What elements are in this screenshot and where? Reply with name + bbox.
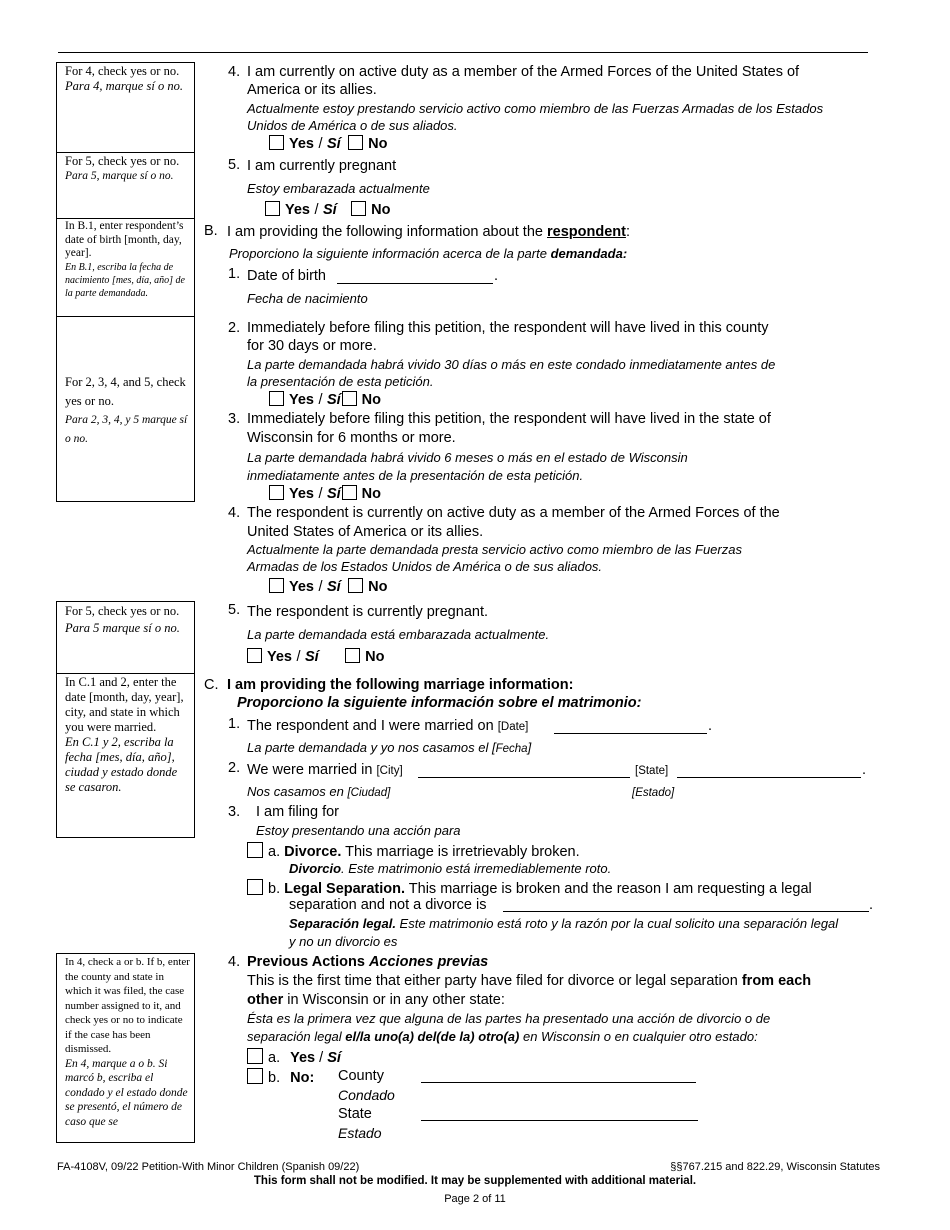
a4-text: America or its allies. <box>247 82 377 98</box>
section-c-heading-es: Proporciono la siguiente información sobre el matrimonio: <box>237 695 642 711</box>
a4-yes-no <box>269 135 387 153</box>
date-of-birth-field[interactable] <box>337 283 493 284</box>
instruction-box-c1-2 <box>56 674 195 838</box>
instruction-en: In C.1 and 2, enter the date [month, day, year], city, and state in which you were married. <box>65 675 184 734</box>
c4-option-a: a. Yes / Sí <box>247 1048 341 1066</box>
b3-no-checkbox[interactable] <box>342 485 357 500</box>
yes-label: Yes <box>289 579 314 595</box>
instruction-es: Para 5 marque sí o no. <box>65 621 180 635</box>
instruction-box-a5 <box>56 153 195 219</box>
legal-separation-checkbox[interactable] <box>247 879 263 895</box>
item-number: 4. <box>228 64 241 80</box>
instruction-box-b1 <box>56 219 195 317</box>
marriage-date-field[interactable] <box>554 733 707 734</box>
instruction-box-b2-5 <box>56 317 195 502</box>
c3-option-b-es: Separación legal. Este matrimonio está roto y la razón por la cual solicito una separación legal <box>289 916 839 931</box>
c4-yes-checkbox[interactable] <box>247 1048 263 1064</box>
b3-text: Immediately before filing this petition, the respondent will have lived in the state of <box>247 411 771 427</box>
b2-text: Immediately before filing this petition, the respondent will have lived in this county <box>247 320 769 336</box>
instruction-es: En B.1, escriba la fecha de nacimiento [mes, día, año] de la parte demandada. <box>65 261 185 299</box>
b4-yes-checkbox[interactable] <box>269 578 284 593</box>
si-label: Sí <box>326 486 341 502</box>
c4-text-es: Ésta es la primera vez que alguna de las partes ha presentado una acción de divorcio o de <box>247 1011 771 1026</box>
estado-label: Estado <box>338 1125 382 1141</box>
b3-text: Wisconsin for 6 months or more. <box>247 430 456 446</box>
b5-yes-no <box>247 648 384 666</box>
county-label: County <box>338 1068 384 1084</box>
section-letter: B. <box>204 223 218 239</box>
instruction-en: For 5, check yes or no. <box>65 604 180 618</box>
b2-text-es: la presentación de esta petición. <box>247 374 434 389</box>
yes-label: Yes <box>289 136 314 152</box>
instruction-es: Para 2, 3, 4, y 5 marque sí o no. <box>65 414 188 445</box>
instruction-en: For 4, check yes or no. <box>65 64 180 78</box>
no-label: No <box>368 136 388 152</box>
b3-text-es: La parte demandada habrá vivido 6 meses o más en el estado de Wisconsin <box>247 450 688 465</box>
yes-label: Yes <box>267 649 292 665</box>
instruction-box-b5 <box>56 601 195 674</box>
a5-yes-no <box>265 201 390 219</box>
b4-text: The respondent is currently on active duty as a member of the Armed Forces of the <box>247 505 780 521</box>
a5-no-checkbox[interactable] <box>351 201 366 216</box>
c1-text: The respondent and I were married on [Date] <box>247 718 529 734</box>
b4-yes-no <box>269 578 387 596</box>
no-label: No <box>368 579 388 595</box>
slash-label: / <box>318 392 323 408</box>
b2-text-es: La parte demandada habrá vivido 30 días o más en este condado inmediatamente antes de <box>247 357 776 372</box>
no-label: No <box>365 649 385 665</box>
item-number: 1. <box>228 716 241 732</box>
instruction-es: Para 4, marque sí o no. <box>65 79 183 93</box>
statutes: §§767.215 and 822.29, Wisconsin Statutes <box>670 1161 880 1173</box>
instruction-es: En C.1 y 2, escriba la fecha [mes, día, año], ciudad y estado donde se casaron. <box>65 735 178 794</box>
period: . <box>869 897 874 913</box>
item-number: 2. <box>228 320 241 336</box>
period: . <box>494 268 499 284</box>
section-c-heading: I am providing the following marriage information: <box>227 677 574 693</box>
instruction-en: In B.1, enter respondent’s date of birth [month, day, year]. <box>65 220 184 259</box>
si-label: Sí <box>326 136 341 152</box>
slash-label: / <box>296 649 301 665</box>
b1-label-es: Fecha de nacimiento <box>247 291 368 306</box>
estado-label: [Estado] <box>632 787 675 799</box>
page-number: Page 2 of 11 <box>444 1193 506 1205</box>
c3-option-b: b. Legal Separation. This marriage is broken and the reason I am requesting a legal <box>247 879 812 897</box>
period: . <box>708 718 713 734</box>
b5-text: The respondent is currently pregnant. <box>247 604 488 620</box>
slash-label: / <box>314 202 319 218</box>
form-id: FA-4108V, 09/22 Petition-With Minor Children (Spanish 09/22) <box>57 1161 360 1173</box>
si-label: Sí <box>322 202 337 218</box>
c2-text: We were married in [City] <box>247 762 403 778</box>
b4-no-checkbox[interactable] <box>348 578 363 593</box>
a4-text-es: Unidos de América o de sus aliados. <box>247 118 458 133</box>
c3-option-b-text: separation and not a divorce is <box>289 897 487 913</box>
slash-label: / <box>318 579 323 595</box>
instruction-es: En 4, marque a o b. Si marcó b, escriba el condado y el estado donde se presentó, el número de caso que se <box>65 1057 188 1128</box>
slash-label: / <box>318 486 323 502</box>
b2-text: for 30 days or more. <box>247 338 377 354</box>
instruction-box-a4 <box>56 62 195 153</box>
c3-option-b-es: y no un divorcio es <box>289 934 398 949</box>
b1-label: Date of birth <box>247 268 326 284</box>
instruction-en: For 5, check yes or no. <box>65 154 180 168</box>
c2-text-es: Nos casamos en [Ciudad] <box>247 784 391 799</box>
c4-text: other in Wisconsin or in any other state: <box>247 992 505 1008</box>
marriage-city-field[interactable] <box>418 777 630 778</box>
b5-yes-checkbox[interactable] <box>247 648 262 663</box>
a5-text: I am currently pregnant <box>247 158 397 174</box>
no-label: No <box>361 486 381 502</box>
separation-reason-field[interactable] <box>503 911 869 912</box>
item-number: 4. <box>228 954 241 970</box>
si-label: Sí <box>326 392 341 408</box>
section-letter: C. <box>204 677 219 693</box>
instruction-box-c4 <box>56 953 195 1143</box>
yes-label: Yes <box>289 486 314 502</box>
period: . <box>862 762 867 778</box>
a4-text-es: Actualmente estoy prestando servicio activo como miembro de las Fuerzas Armadas de los Estados <box>247 101 824 116</box>
b3-text-es: inmediatamente antes de la presentación de esta petición. <box>247 468 584 483</box>
c3-text: I am filing for <box>256 804 339 820</box>
item-number: 5. <box>228 157 241 173</box>
top-rule <box>58 52 868 53</box>
state-field[interactable] <box>421 1120 698 1121</box>
c4-text-es: separación legal el/la uno(a) del(de la) otro(a) en Wisconsin o en cualquier otro estado: <box>247 1029 758 1044</box>
a4-no-checkbox[interactable] <box>348 135 363 150</box>
c1-text-es: La parte demandada y yo nos casamos el [Fecha] <box>247 740 532 755</box>
item-number: 3. <box>228 804 241 820</box>
a4-text: I am currently on active duty as a member of the Armed Forces of the United States of <box>247 64 800 80</box>
county-field[interactable] <box>421 1082 696 1083</box>
state-label: State <box>338 1106 372 1122</box>
a5-text-es: Estoy embarazada actualmente <box>247 181 430 196</box>
state-label: [State] <box>635 765 669 777</box>
c3-option-a: a. Divorce. This marriage is irretrievably broken. <box>247 842 580 860</box>
b5-text-es: La parte demandada está embarazada actualmente. <box>247 627 550 642</box>
item-number: 1. <box>228 266 241 282</box>
c3-option-a-es: Divorcio. Este matrimonio está irremediablemente roto. <box>289 861 612 876</box>
a4-yes-checkbox[interactable] <box>269 135 284 150</box>
b4-text-es: Armadas de los Estados Unidos de América o de sus aliados. <box>247 559 603 574</box>
section-b-heading: I am providing the following information about the respondent: <box>227 224 630 240</box>
c4-option-b: b. No: <box>247 1068 314 1086</box>
si-label: Sí <box>326 579 341 595</box>
a5-yes-checkbox[interactable] <box>265 201 280 216</box>
c3-text-es: Estoy presentando una acción para <box>256 823 461 838</box>
slash-label: / <box>318 136 323 152</box>
b2-yes-checkbox[interactable] <box>269 391 284 406</box>
instruction-en: In 4, check a or b. If b, enter the county and state in which it was filed, the case number assigned to it, and check yes or no to indicate if the case has been dismissed. <box>65 956 190 1055</box>
item-number: 3. <box>228 411 241 427</box>
no-label: No <box>371 202 391 218</box>
item-number: 2. <box>228 760 241 776</box>
divorce-checkbox[interactable] <box>247 842 263 858</box>
yes-label: Yes <box>289 392 314 408</box>
b4-text-es: Actualmente la parte demandada presta servicio activo como miembro de las Fuerzas <box>247 542 742 557</box>
c4-title: Previous Actions Acciones previas <box>247 954 489 970</box>
condado-label: Condado <box>338 1087 395 1103</box>
section-b-heading-es: Proporciono la siguiente información acerca de la parte demandada: <box>229 246 628 261</box>
marriage-state-field[interactable] <box>677 777 861 778</box>
item-number: 4. <box>228 505 241 521</box>
no-label: No <box>361 392 381 408</box>
footer-notice: This form shall not be modified. It may be supplemented with additional material. <box>253 1175 697 1187</box>
instruction-es: Para 5, marque sí o no. <box>65 170 174 182</box>
b3-yes-checkbox[interactable] <box>269 485 284 500</box>
instruction-en: For 2, 3, 4, and 5, check yes or no. <box>65 375 186 408</box>
item-number: 5. <box>228 602 241 618</box>
c4-text: This is the first time that either party have filed for divorce or legal separation from each <box>247 973 812 989</box>
yes-label: Yes <box>285 202 310 218</box>
b5-no-checkbox[interactable] <box>345 648 360 663</box>
b4-text: United States of America or its allies. <box>247 524 484 540</box>
b2-yes-no <box>269 391 381 409</box>
si-label: Sí <box>304 649 319 665</box>
b2-no-checkbox[interactable] <box>342 391 357 406</box>
b3-yes-no <box>269 485 381 503</box>
c4-no-checkbox[interactable] <box>247 1068 263 1084</box>
